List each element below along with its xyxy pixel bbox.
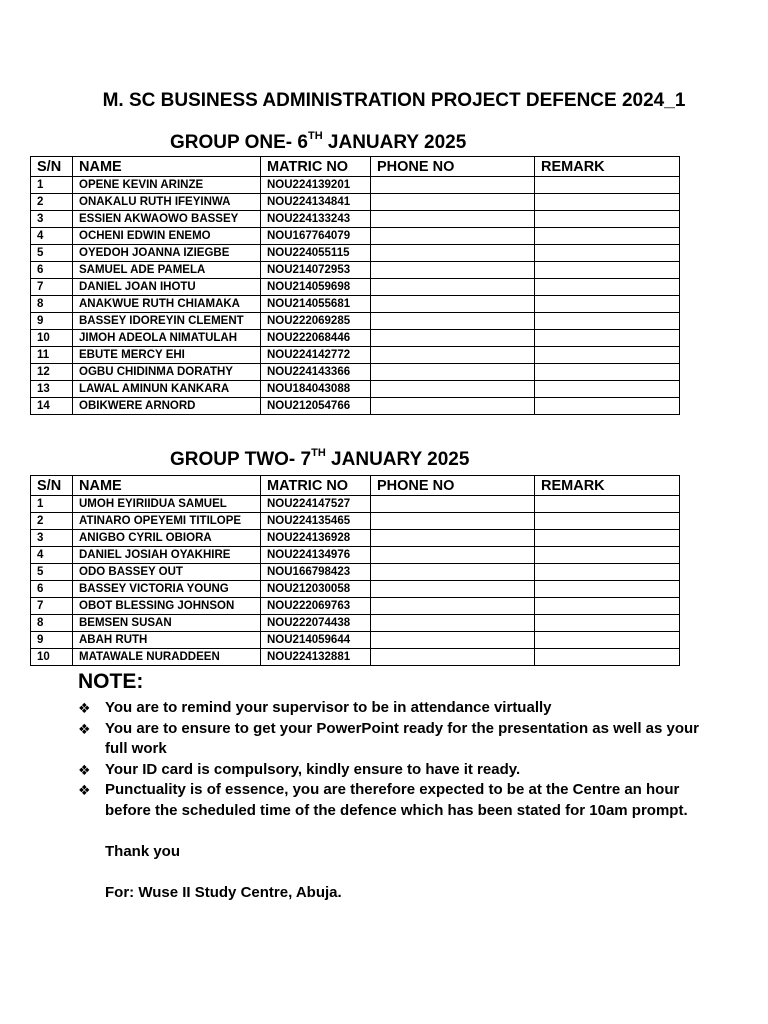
cell-phone: [371, 530, 535, 547]
cell-phone: [371, 245, 535, 262]
cell-matric: NOU224135465: [261, 513, 371, 530]
group-two-heading: [170, 449, 469, 471]
cell-phone: [371, 364, 535, 381]
table-row: [31, 615, 680, 632]
table-row: [31, 496, 680, 513]
cell-name: OBIKWERE ARNORD: [73, 398, 261, 415]
column-header-matric: MATRIC NO: [261, 157, 371, 177]
cell-remark: [535, 194, 680, 211]
cell-matric: NOU184043088: [261, 381, 371, 398]
document-title: M. SC BUSINESS ADMINISTRATION PROJECT DEFENCE 2024_1: [102, 90, 686, 111]
cell-matric: NOU166798423: [261, 564, 371, 581]
cell-name: DANIEL JOSIAH OYAKHIRE: [73, 547, 261, 564]
cell-name: ABAH RUTH: [73, 632, 261, 649]
cell-phone: [371, 513, 535, 530]
cell-sn: 14: [31, 398, 73, 415]
cell-remark: [535, 564, 680, 581]
cell-matric: NOU222069285: [261, 313, 371, 330]
cell-sn: 13: [31, 381, 73, 398]
note-item: [78, 760, 718, 781]
cell-name: DANIEL JOAN IHOTU: [73, 279, 261, 296]
cell-phone: [371, 177, 535, 194]
table-row: [31, 598, 680, 615]
group-two-heading-suffix: JANUARY 2025: [325, 449, 470, 470]
cell-matric: NOU224134841: [261, 194, 371, 211]
cell-name: BASSEY IDOREYIN CLEMENT: [73, 313, 261, 330]
table-row: [31, 228, 680, 245]
cell-remark: [535, 547, 680, 564]
diamond-bullet-icon: ❖: [78, 700, 91, 716]
cell-sn: 7: [31, 598, 73, 615]
note-list: [78, 698, 718, 821]
cell-sn: 8: [31, 615, 73, 632]
cell-phone: [371, 313, 535, 330]
cell-remark: [535, 581, 680, 598]
column-header-phone: PHONE NO: [371, 157, 535, 177]
column-header-sn: S/N: [31, 476, 73, 496]
cell-name: ONAKALU RUTH IFEYINWA: [73, 194, 261, 211]
table-row: [31, 296, 680, 313]
column-header-remark: REMARK: [535, 476, 680, 496]
cell-name: OBOT BLESSING JOHNSON: [73, 598, 261, 615]
cell-sn: 4: [31, 547, 73, 564]
cell-name: JIMOH ADEOLA NIMATULAH: [73, 330, 261, 347]
cell-sn: 10: [31, 649, 73, 666]
cell-name: SAMUEL ADE PAMELA: [73, 262, 261, 279]
group-one-heading: [170, 132, 466, 154]
table-row: [31, 398, 680, 415]
column-header-name: NAME: [73, 476, 261, 496]
cell-name: LAWAL AMINUN KANKARA: [73, 381, 261, 398]
cell-phone: [371, 398, 535, 415]
cell-name: BEMSEN SUSAN: [73, 615, 261, 632]
cell-sn: 11: [31, 347, 73, 364]
cell-matric: NOU222068446: [261, 330, 371, 347]
diamond-bullet-icon: ❖: [78, 782, 91, 798]
cell-remark: [535, 330, 680, 347]
note-item-text: Your ID card is compulsory, kindly ensure to have it ready.: [105, 760, 521, 778]
cell-matric: NOU222069763: [261, 598, 371, 615]
cell-remark: [535, 615, 680, 632]
table-row: [31, 330, 680, 347]
group-one-heading-prefix: GROUP ONE- 6: [170, 132, 308, 153]
column-header-phone: PHONE NO: [371, 476, 535, 496]
cell-name: ODO BASSEY OUT: [73, 564, 261, 581]
cell-sn: 5: [31, 245, 73, 262]
cell-phone: [371, 228, 535, 245]
cell-matric: NOU224143366: [261, 364, 371, 381]
cell-phone: [371, 279, 535, 296]
cell-remark: [535, 513, 680, 530]
note-item-text: You are to remind your supervisor to be in attendance virtually: [105, 699, 552, 716]
table-row: [31, 530, 680, 547]
note-section: [78, 670, 718, 903]
cell-matric: NOU224139201: [261, 177, 371, 194]
table-row: [31, 194, 680, 211]
cell-remark: [535, 211, 680, 228]
table-row: [31, 262, 680, 279]
cell-remark: [535, 296, 680, 313]
table-row: [31, 632, 680, 649]
group-two-heading-sup: TH: [311, 447, 326, 459]
cell-matric: NOU222074438: [261, 615, 371, 632]
cell-matric: NOU214072953: [261, 262, 371, 279]
cell-matric: NOU214055681: [261, 296, 371, 313]
cell-sn: 2: [31, 513, 73, 530]
cell-phone: [371, 564, 535, 581]
cell-sn: 3: [31, 530, 73, 547]
note-item-text: Punctuality is of essence, you are therefore expected to be at the Centre an hour before the scheduled time of the defence which has been stated for 10am prompt.: [105, 781, 688, 819]
group-one-heading-suffix: JANUARY 2025: [322, 132, 467, 153]
cell-phone: [371, 598, 535, 615]
cell-name: ATINARO OPEYEMI TITILOPE: [73, 513, 261, 530]
cell-matric: NOU224134976: [261, 547, 371, 564]
cell-matric: NOU224132881: [261, 649, 371, 666]
cell-matric: NOU224147527: [261, 496, 371, 513]
cell-remark: [535, 398, 680, 415]
group-one-table: [30, 156, 680, 415]
group-two-heading-prefix: GROUP TWO- 7: [170, 449, 312, 470]
cell-phone: [371, 581, 535, 598]
cell-sn: 7: [31, 279, 73, 296]
cell-matric: NOU224142772: [261, 347, 371, 364]
cell-name: MATAWALE NURADDEEN: [73, 649, 261, 666]
table-row: [31, 381, 680, 398]
cell-phone: [371, 632, 535, 649]
cell-sn: 6: [31, 581, 73, 598]
table-row: [31, 564, 680, 581]
table-row: [31, 581, 680, 598]
cell-phone: [371, 649, 535, 666]
cell-remark: [535, 530, 680, 547]
cell-sn: 9: [31, 313, 73, 330]
cell-remark: [535, 313, 680, 330]
note-item-text: You are to ensure to get your PowerPoint ready for the presentation as well as your full work: [105, 719, 700, 757]
cell-name: BASSEY VICTORIA YOUNG: [73, 581, 261, 598]
cell-phone: [371, 381, 535, 398]
cell-remark: [535, 347, 680, 364]
cell-name: OYEDOH JOANNA IZIEGBE: [73, 245, 261, 262]
cell-phone: [371, 211, 535, 228]
cell-name: ESSIEN AKWAOWO BASSEY: [73, 211, 261, 228]
cell-phone: [371, 194, 535, 211]
cell-remark: [535, 381, 680, 398]
cell-phone: [371, 347, 535, 364]
table-row: [31, 364, 680, 381]
table-row: [31, 347, 680, 364]
table-row: [31, 177, 680, 194]
table-header-row: [31, 157, 680, 177]
cell-matric: NOU212054766: [261, 398, 371, 415]
cell-matric: NOU224136928: [261, 530, 371, 547]
cell-remark: [535, 279, 680, 296]
cell-name: ANAKWUE RUTH CHIAMAKA: [73, 296, 261, 313]
column-header-name: NAME: [73, 157, 261, 177]
note-item: [78, 698, 718, 719]
note-item: [78, 719, 718, 760]
cell-name: OPENE KEVIN ARINZE: [73, 177, 261, 194]
cell-remark: [535, 364, 680, 381]
table-row: [31, 649, 680, 666]
diamond-bullet-icon: ❖: [78, 720, 91, 737]
cell-name: EBUTE MERCY EHI: [73, 347, 261, 364]
column-header-matric: MATRIC NO: [261, 476, 371, 496]
cell-name: ANIGBO CYRIL OBIORA: [73, 530, 261, 547]
cell-sn: 2: [31, 194, 73, 211]
cell-matric: NOU214059698: [261, 279, 371, 296]
signature-text: For: Wuse II Study Centre, Abuja.: [105, 883, 342, 901]
table-row: [31, 313, 680, 330]
cell-phone: [371, 330, 535, 347]
group-one-heading-sup: TH: [307, 130, 323, 142]
cell-name: OCHENI EDWIN ENEMO: [73, 228, 261, 245]
table-row: [31, 279, 680, 296]
diamond-bullet-icon: ❖: [78, 761, 91, 778]
cell-matric: NOU224055115: [261, 245, 371, 262]
cell-remark: [535, 598, 680, 615]
cell-matric: NOU167764079: [261, 228, 371, 245]
cell-phone: [371, 296, 535, 313]
table-row: [31, 211, 680, 228]
cell-remark: [535, 649, 680, 666]
cell-remark: [535, 228, 680, 245]
cell-sn: 9: [31, 632, 73, 649]
cell-sn: 8: [31, 296, 73, 313]
cell-name: OGBU CHIDINMA DORATHY: [73, 364, 261, 381]
cell-sn: 3: [31, 211, 73, 228]
cell-phone: [371, 547, 535, 564]
note-item: [78, 780, 718, 821]
cell-sn: 4: [31, 228, 73, 245]
note-title: NOTE:: [78, 670, 144, 693]
table-row: [31, 245, 680, 262]
cell-phone: [371, 262, 535, 279]
closing-text: Thank you: [105, 842, 181, 860]
group-two-table: [30, 475, 680, 666]
table-header-row: [31, 476, 680, 496]
cell-matric: NOU214059644: [261, 632, 371, 649]
cell-sn: 5: [31, 564, 73, 581]
cell-matric: NOU224133243: [261, 211, 371, 228]
cell-name: UMOH EYIRIIDUA SAMUEL: [73, 496, 261, 513]
cell-phone: [371, 496, 535, 513]
cell-sn: 1: [31, 496, 73, 513]
cell-remark: [535, 177, 680, 194]
cell-remark: [535, 245, 680, 262]
cell-remark: [535, 262, 680, 279]
cell-sn: 10: [31, 330, 73, 347]
cell-remark: [535, 496, 680, 513]
cell-phone: [371, 615, 535, 632]
table-row: [31, 513, 680, 530]
column-header-sn: S/N: [31, 157, 73, 177]
cell-matric: NOU212030058: [261, 581, 371, 598]
cell-sn: 1: [31, 177, 73, 194]
column-header-remark: REMARK: [535, 157, 680, 177]
cell-sn: 6: [31, 262, 73, 279]
cell-remark: [535, 632, 680, 649]
table-row: [31, 547, 680, 564]
cell-sn: 12: [31, 364, 73, 381]
